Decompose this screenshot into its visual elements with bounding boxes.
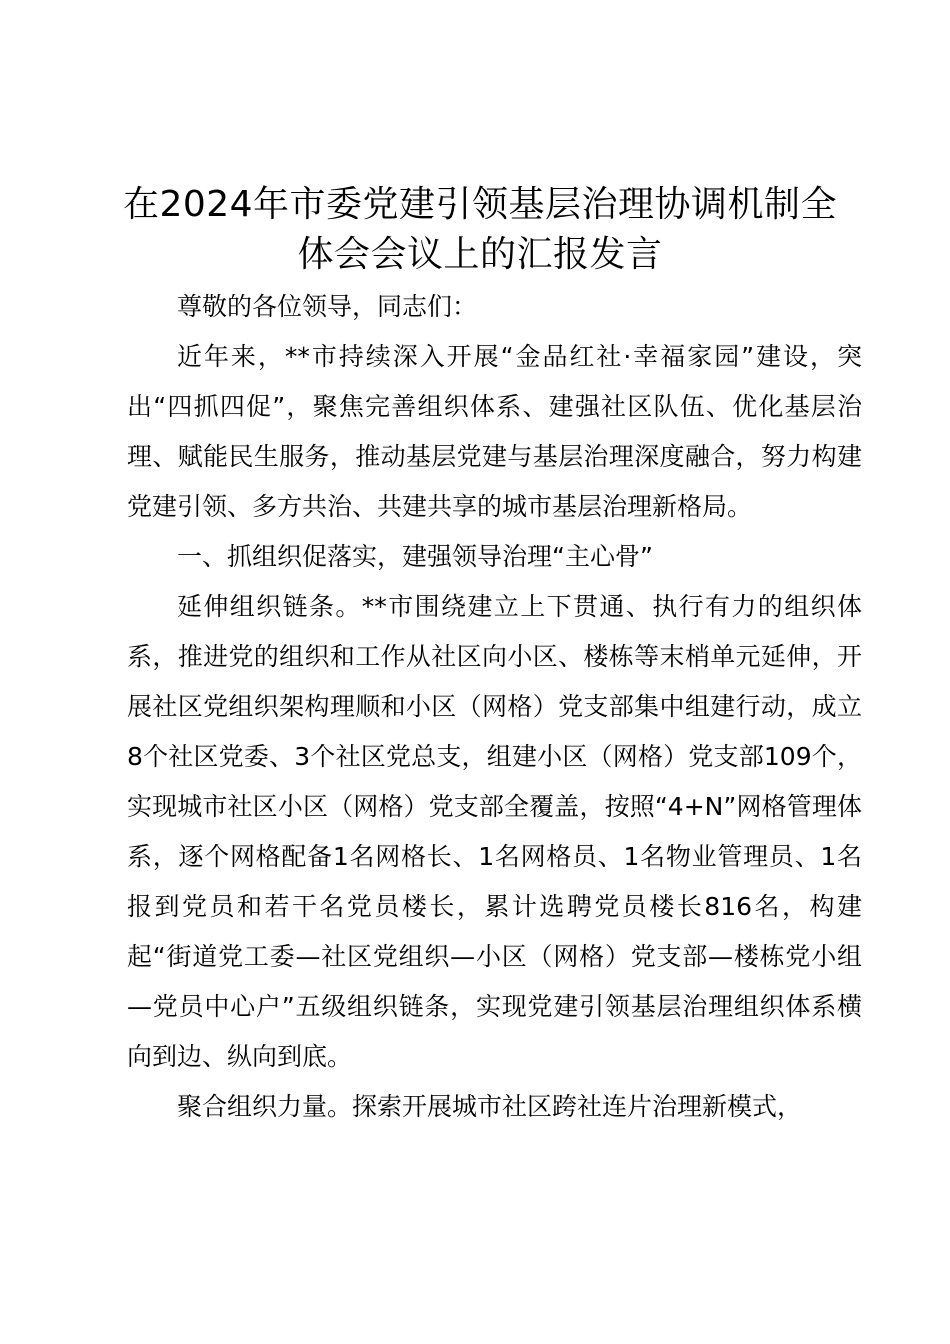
document-title: 在2024年市委党建引领基层治理协调机制全体会会议上的汇报发言 bbox=[122, 184, 838, 275]
document-body bbox=[127, 282, 862, 1132]
body-paragraph: 延伸组织链条。**市围绕建立上下贯通、执行有力的组织体系，推进党的组织和工作从社区向小区、楼栋等末梢单元延伸，开展社区党组织架构理顺和小区（网格）党支部集中组建行动，成立8个社区党委、3个社区党总支，组建小区（网格）党支部109个，实现城市社区小区（网格）党支部全覆盖，按照“4+N”网格管理体系，逐个网格配备1名网格长、1名网格员、1名物业管理员、1名报到党员和若干名党员楼长，累计选聘党员楼长816名，构建起“街道党工委—社区党组织—小区（网格）党支部—楼栋党小组—党员中心户”五级组织链条，实现党建引领基层治理组织体系横向到边、纵向到底。 bbox=[127, 592, 862, 1071]
body-paragraph: 聚合组织力量。探索开展城市社区跨社连片治理新模式， bbox=[177, 1092, 803, 1121]
intro-paragraph: 近年来，**市持续深入开展“金品红社·幸福家园”建设，突出“四抓四促”，聚焦完善组织体系、建强社区队伍、优化基层治理、赋能民生服务，推动基层党建与基层治理深度融合，努力构建党建引领、多方共治、共建共享的城市基层治理新格局。 bbox=[127, 342, 862, 521]
section-heading-1: 一、抓组织促落实，建强领导治理“主心骨” bbox=[177, 542, 653, 571]
salutation-paragraph: 尊敬的各位领导，同志们： bbox=[177, 292, 478, 321]
